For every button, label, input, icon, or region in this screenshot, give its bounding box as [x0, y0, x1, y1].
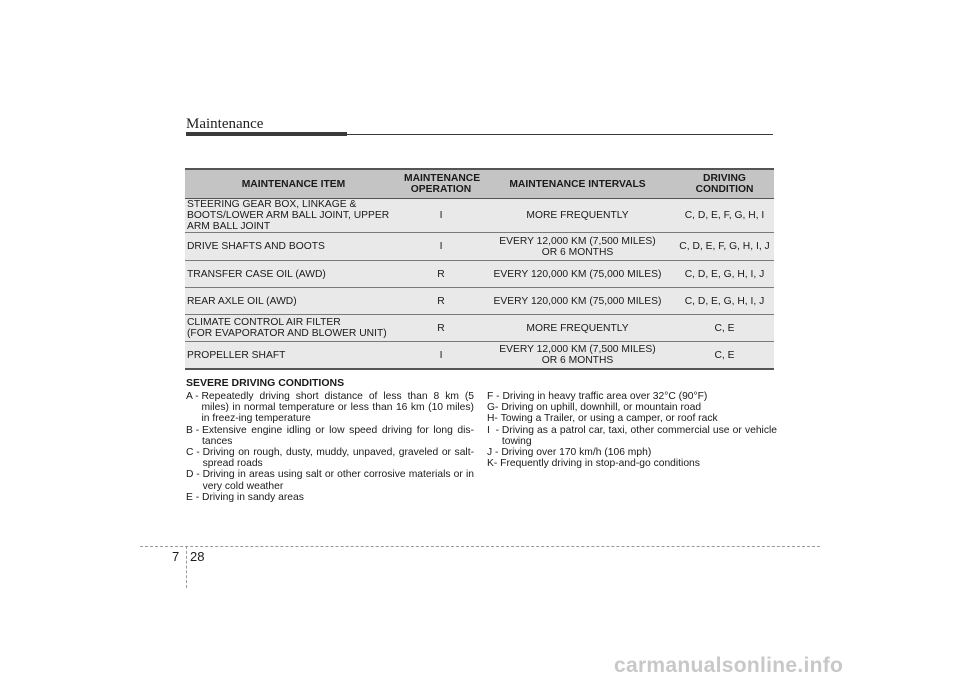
table-row	[185, 261, 774, 288]
cell-condition: C, D, E, F, G, H, I, J	[675, 233, 774, 261]
cell-interval: MORE FREQUENTLY	[480, 199, 675, 233]
condition-item: C - Driving on rough, dusty, muddy, unpaved, graveled or salt-spread roads	[186, 447, 474, 470]
cell-interval: EVERY 120,000 KM (75,000 MILES)	[480, 261, 675, 288]
condition-item: F - Driving in heavy traffic area over 32°C (90°F)	[487, 391, 708, 402]
cell-item: DRIVE SHAFTS AND BOOTS	[185, 233, 402, 261]
cell-condition: C, E	[675, 315, 774, 342]
table-row	[185, 315, 774, 342]
column-header-condition: DRIVING CONDITION	[675, 169, 774, 199]
cell-operation: I	[402, 233, 480, 261]
conditions-right-column	[487, 391, 777, 469]
cell-condition: C, E	[675, 342, 774, 370]
condition-item: A - Repeatedly driving short distance of less than 8 km (5 miles) in normal temperature or less than 16 km (10 miles) in freez-ing temperature	[186, 391, 474, 425]
table-row	[185, 342, 774, 370]
header-rule-thick	[186, 132, 347, 136]
column-header-intervals: MAINTENANCE INTERVALS	[480, 169, 675, 199]
cell-operation: R	[402, 288, 480, 315]
page-number: 28	[190, 549, 205, 564]
cell-operation: R	[402, 261, 480, 288]
header-rule-thin	[347, 134, 773, 135]
cell-item: REAR AXLE OIL (AWD)	[185, 288, 402, 315]
cell-interval: EVERY 12,000 KM (7,500 MILES) OR 6 MONTHS	[480, 233, 675, 261]
cell-interval: MORE FREQUENTLY	[480, 315, 675, 342]
conditions-left-column	[186, 391, 474, 503]
footer-divider	[140, 546, 820, 547]
cell-condition: C, D, E, G, H, I, J	[675, 288, 774, 315]
cell-operation: R	[402, 315, 480, 342]
condition-item: I - Driving as a patrol car, taxi, other commercial use or vehicle towing	[487, 424, 777, 447]
footer-page-divider	[186, 546, 187, 588]
cell-item: CLIMATE CONTROL AIR FILTER (FOR EVAPORATOR AND BLOWER UNIT)	[185, 315, 402, 342]
column-header-operation: MAINTENANCE OPERATION	[402, 169, 480, 199]
cell-item: TRANSFER CASE OIL (AWD)	[185, 261, 402, 288]
chapter-number: 7	[172, 549, 180, 564]
column-header-item: MAINTENANCE ITEM	[185, 169, 402, 199]
page-title: Maintenance	[186, 116, 264, 132]
condition-item: B - Extensive engine idling or low speed driving for long dis-tances	[186, 424, 474, 447]
watermark: carmanualsonline.info	[614, 654, 844, 677]
cell-interval: EVERY 120,000 KM (75,000 MILES)	[480, 288, 675, 315]
table-row	[185, 199, 774, 233]
table-row	[185, 288, 774, 315]
condition-item: J - Driving over 170 km/h (106 mph)	[487, 447, 652, 459]
condition-item: E - Driving in sandy areas	[186, 491, 304, 503]
cell-condition: C, D, E, F, G, H, I	[675, 199, 774, 233]
condition-item: H- Towing a Trailer, or using a camper, or roof rack	[487, 413, 718, 425]
table-header-row	[185, 169, 774, 199]
table-row	[185, 233, 774, 261]
condition-item: G- Driving on uphill, downhill, or mountain road	[487, 402, 702, 414]
cell-operation: I	[402, 342, 480, 370]
maintenance-table	[185, 168, 774, 370]
cell-interval: EVERY 12,000 KM (7,500 MILES) OR 6 MONTHS	[480, 342, 675, 370]
condition-item: D - Driving in areas using salt or other corrosive materials or in very cold weather	[186, 469, 474, 492]
cell-item: PROPELLER SHAFT	[185, 342, 402, 370]
severe-conditions-title: SEVERE DRIVING CONDITIONS	[186, 377, 345, 389]
cell-operation: I	[402, 199, 480, 233]
cell-item: STEERING GEAR BOX, LINKAGE & BOOTS/LOWER ARM BALL JOINT, UPPER ARM BALL JOINT	[185, 199, 402, 233]
cell-condition: C, D, E, G, H, I, J	[675, 261, 774, 288]
condition-item: K- Frequently driving in stop-and-go conditions	[487, 458, 700, 470]
